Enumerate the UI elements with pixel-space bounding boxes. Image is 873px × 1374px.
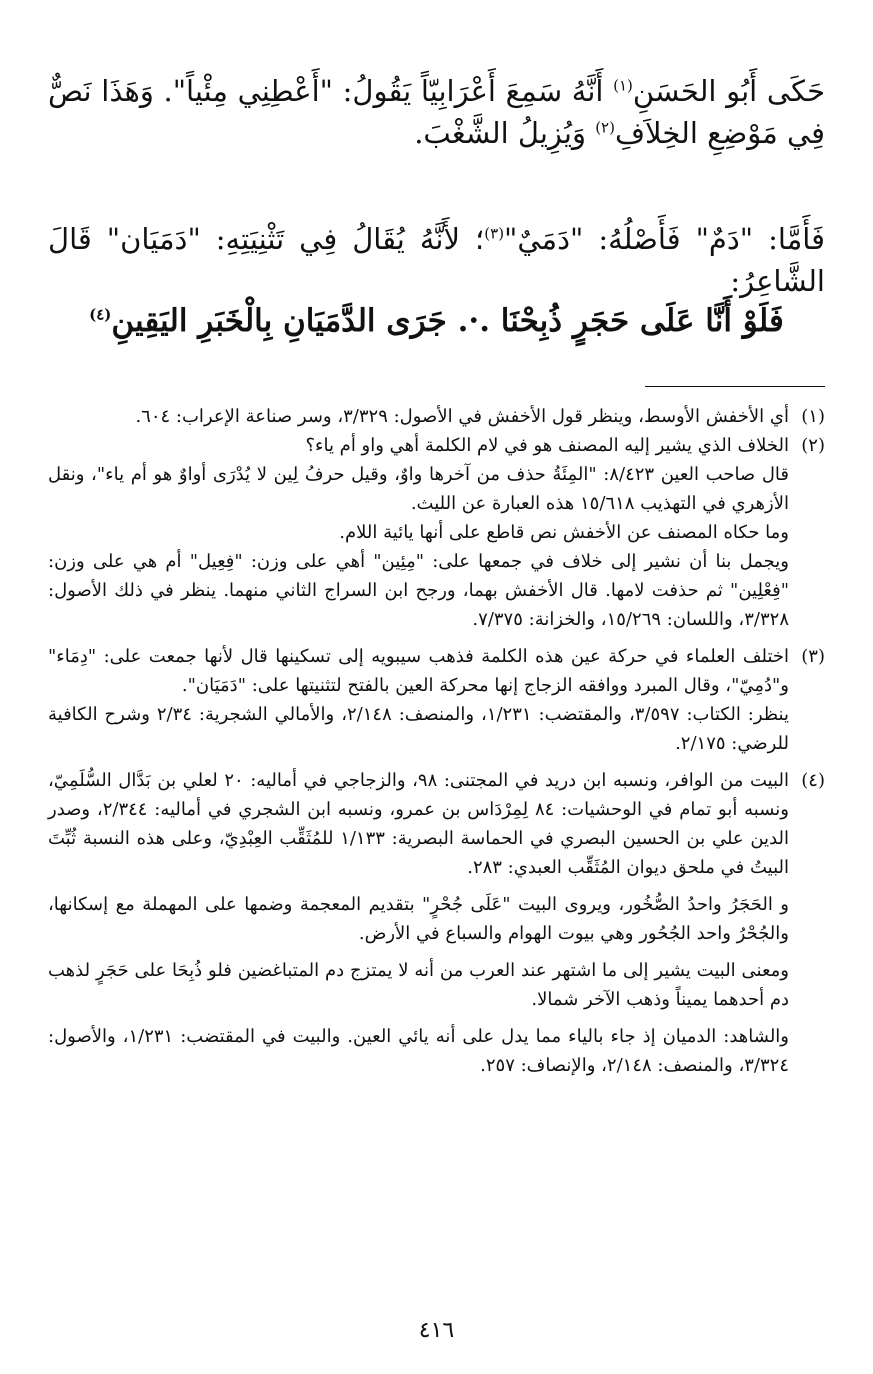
footnote-number: (١) — [801, 406, 825, 427]
page-number: ٤١٦ — [418, 1318, 455, 1343]
footnote-separator — [645, 386, 825, 387]
main-paragraph-2-text: فَأَمَّا: "دَمٌ" فَأَصْلُهُ: "دَمَيٌ" — [504, 222, 825, 256]
footnote-paragraph: ينظر: الكتاب: ٣/٥٩٧، والمقتضب: ١/٢٣١، والمنصف: ٢/١٤٨، والأمالي الشجرية: ٢/٣٤ وشرح الكافية للرضي: ٢/١٧٥. — [48, 704, 789, 754]
footnote-2 — [48, 431, 825, 460]
footnote-4-continuation — [48, 890, 825, 1080]
footnote-ref-2: (٢) — [595, 118, 615, 137]
footnote-text: البيت من الوافر، ونسبه ابن دريد في المجتنى: ٩٨، والزجاجي في أماليه: ٢٠ لعلي بن بَدَّال السُّلَمِيّ، ونسبه أبو تمام في الوحشيات: ٨٤ لِمِرْدَاس بن عمرو، ونسبه ابن الشجري في أماليه: ٢/٣٤٤، وصدر الدين علي بن الحسين البصري في الحماسة البصرية: ١/١٣٣ للمُثَقِّب العِبْدِيّ، وعلى هذه النسبة ثُبِّتَ البيتُ في ملحق ديوان المُثَقِّب العبدي: ٢٨٣. — [48, 770, 789, 878]
footnote-text: الخلاف الذي يشير إليه المصنف هو في لام الكلمة أهي واو أم ياء؟ — [305, 435, 789, 456]
main-paragraph-2-rest: ؛ لأَنَّهُ يُقَالُ فِي تَثْنِيَتِهِ: "دَمَيَان" قَالَ الشَّاعِرُ: — [48, 222, 825, 298]
main-paragraph-1-rest: أَنَّهُ سَمِعَ أَعْرَابِيّاً يَقُولُ: "أَعْطِنِي مِئْياً". وَهَذَا نَصٌّ فِي مَوْضِعِ الخِلاَفِ — [48, 74, 825, 150]
footnote-number: (٢) — [801, 435, 825, 456]
footnote-ref-4: (٤) — [89, 305, 112, 324]
main-paragraph-1 — [48, 70, 825, 154]
footnote-ref-1: (١) — [613, 76, 633, 95]
footnote-text: أي الأخفش الأوسط، وينظر قول الأخفش في الأصول: ٣/٣٢٩، وسر صناعة الإعراب: ٦٠٤. — [135, 406, 789, 427]
footnote-paragraph: والشاهد: الدميان إذ جاء بالياء مما يدل على أنه يائي العين. والبيت في المقتضب: ١/٢٣١، والأصول: ٣/٣٢٤، والمنصف: ٢/١٤٨، والإنصاف: ٢٥٧. — [48, 1026, 789, 1076]
footnote-4 — [48, 766, 825, 882]
footnote-3-continuation — [48, 700, 825, 758]
footnote-paragraph: ويجمل بنا أن نشير إلى خلاف في جمعها على: "مِئِين" أهي على وزن: "فِعِيل" أم هي على وزن: "فِعْلِين" ثم حذفت لامها. قال الأخفش بهما، ورجح ابن السراج الثاني منهما. ينظر في ذلك الأصول: ٣/٣٢٨، واللسان: ١٥/٢٦٩، والخزانة: ٧/٣٧٥. — [48, 551, 789, 630]
footnote-1 — [48, 402, 825, 431]
footnote-ref-3: (٣) — [484, 224, 505, 243]
footnote-number: (٤) — [801, 770, 825, 791]
footnote-paragraph: و الحَجَرُ واحدُ الصُّخُور، ويروى البيت "عَلَى جُحْرٍ" بتقديم المعجمة وضمها على المهملة مع إسكانها، والجُحْرُ واحد الجُحُور وهي بيوت الهوام والسباع في الأرض. — [48, 894, 789, 944]
footnote-paragraph: قال صاحب العين ٨/٤٢٣: "المِئَةُ حذف من آخرها واوٌ، وقيل حرفُ لِين لا يُدْرَى أواوٌ هو أم ياء"، ونقل الأزهري في التهذيب ١٥/٦١٨ هذه العبارة عن الليث. — [48, 464, 789, 514]
footnote-number: (٣) — [801, 646, 825, 667]
footnote-paragraph: ومعنى البيت يشير إلى ما اشتهر عند العرب من أنه لا يمتزج دم المتباغضين فلو ذُبِحَا على حَجَرٍ لذهب دم أحدهما يميناً وذهب الآخر شمالا. — [48, 960, 789, 1010]
poetry-verse — [48, 298, 825, 344]
footnote-paragraph: وما حكاه المصنف عن الأخفش نص قاطع على أنها يائية اللام. — [339, 522, 789, 543]
main-paragraph-1-end: وَيُزِيلُ الشَّغْبَ. — [414, 116, 596, 150]
verse-text: فَلَوْ أَنَّا عَلَى حَجَرٍ ذُبِحْنَا .·. جَرَى الدَّمَيَانِ بِالْخَبَرِ اليَقِينِ — [111, 303, 784, 339]
footnote-text: اختلف العلماء في حركة عين هذه الكلمة فذهب سيبويه إلى تسكينها قال لأنها جمعت على: "دِمَاء" و"دُمِيّ"، وقال المبرد ووافقه الزجاج إنها محركة العين بالفتح لتثنيتها على: "دَمَيَان". — [48, 646, 789, 696]
main-paragraph-2 — [48, 218, 825, 302]
footnotes — [48, 402, 825, 1080]
footnote-3 — [48, 642, 825, 700]
footnote-2-continuation — [48, 460, 825, 634]
main-paragraph-1-text: حَكَى أَبُو الحَسَنِ — [632, 74, 826, 108]
